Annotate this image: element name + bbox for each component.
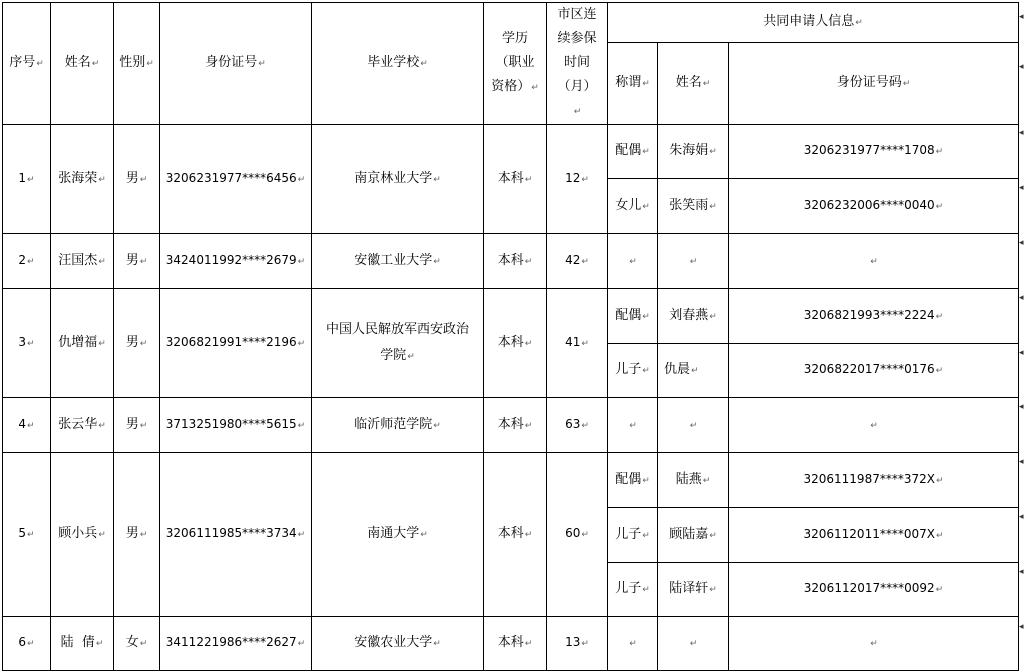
cell-relation: ↵ [608,234,658,289]
cell-relation: 女儿↵ [608,179,658,234]
cell-co-name: 陆燕↵ [658,453,729,508]
cell-gender: 男↵ [114,398,160,453]
row-end-marker: ◂ [1019,567,1024,577]
cell-school: 中国人民解放军西安政治学院↵ [312,289,484,398]
cell-co-id: 3206821993****2224↵ [729,289,1019,344]
cell-co-id: 3206232006****0040↵ [729,179,1019,234]
cell-education: 本科↵ [484,617,547,671]
header-co-id: 身份证号码↵ [729,43,1019,125]
cell-relation: 儿子↵ [608,344,658,398]
cell-months: 60↵ [547,453,608,617]
cell-gender: 男↵ [114,234,160,289]
cell-co-name: 陆译轩↵ [658,563,729,617]
cell-gender: 男↵ [114,289,160,398]
header-id: 身份证号↵ [160,3,312,125]
cell-co-name: 朱海娟↵ [658,125,729,179]
cell-relation: ↵ [608,398,658,453]
cell-school: 安徽工业大学↵ [312,234,484,289]
header-co-name: 姓名↵ [658,43,729,125]
cell-education: 本科↵ [484,289,547,398]
cell-id: 3411221986****2627↵ [160,617,312,671]
table-row [3,289,1019,344]
cell-co-id: 3206112017****0092↵ [729,563,1019,617]
cell-co-name: 顾陆嘉↵ [658,508,729,563]
header-gender: 性别↵ [114,3,160,125]
cell-relation: 配偶↵ [608,289,658,344]
cell-months: 41↵ [547,289,608,398]
header-months: 市区连续参保时间（月）↵ [547,3,608,125]
table-row [3,125,1019,179]
table-row [3,398,1019,453]
cell-gender: 男↵ [114,125,160,234]
header-co-applicants: 共同申请人信息↵ [608,3,1019,43]
cell-co-id: ↵ [729,617,1019,671]
cell-co-id: 3206822017****0176↵ [729,344,1019,398]
cell-seq: 2↵ [3,234,51,289]
cell-name: 陆 倩↵ [51,617,114,671]
table-row [3,617,1019,671]
header-seq: 序号↵ [3,3,51,125]
cell-seq: 6↵ [3,617,51,671]
cell-id: 3206111985****3734↵ [160,453,312,617]
cell-co-id: ↵ [729,398,1019,453]
cell-relation: 儿子↵ [608,563,658,617]
table-row [3,453,1019,508]
row-end-marker: ◂ [1019,512,1024,522]
cell-co-name: 刘春燕↵ [658,289,729,344]
row-end-marker: ◂ [1019,12,1024,22]
cell-id: 3206231977****6456↵ [160,125,312,234]
cell-education: 本科↵ [484,234,547,289]
row-end-marker: ◂ [1019,457,1024,467]
cell-co-name: ↵ [658,617,729,671]
row-end-marker: ◂ [1019,402,1024,412]
header-name: 姓名↵ [51,3,114,125]
cell-co-id: 3206111987****372X↵ [729,453,1019,508]
cell-co-name: 仇晨↵ [658,344,729,398]
row-end-marker: ◂ [1019,348,1024,358]
cell-co-name: 张笑雨↵ [658,179,729,234]
cell-seq: 3↵ [3,289,51,398]
applicant-table [2,2,1019,671]
cell-name: 汪国杰↵ [51,234,114,289]
cell-months: 42↵ [547,234,608,289]
row-end-marker: ◂ [1019,62,1024,72]
cell-name: 张云华↵ [51,398,114,453]
cell-name: 张海荣↵ [51,125,114,234]
cell-co-name: ↵ [658,234,729,289]
cell-months: 13↵ [547,617,608,671]
cell-gender: 男↵ [114,453,160,617]
cell-id: 3206821991****2196↵ [160,289,312,398]
cell-co-id: ↵ [729,234,1019,289]
row-end-marker: ◂ [1019,622,1024,632]
cell-education: 本科↵ [484,453,547,617]
header-relation: 称谓↵ [608,43,658,125]
cell-months: 63↵ [547,398,608,453]
cell-name: 顾小兵↵ [51,453,114,617]
cell-school: 临沂师范学院↵ [312,398,484,453]
cell-school: 南京林业大学↵ [312,125,484,234]
cell-months: 12↵ [547,125,608,234]
row-end-marker: ◂ [1019,128,1024,138]
cell-co-id: 3206231977****1708↵ [729,125,1019,179]
cell-relation: 配偶↵ [608,453,658,508]
cell-school: 安徽农业大学↵ [312,617,484,671]
cell-relation: 儿子↵ [608,508,658,563]
cell-gender: 女↵ [114,617,160,671]
cell-seq: 4↵ [3,398,51,453]
cell-education: 本科↵ [484,398,547,453]
cell-id: 3713251980****5615↵ [160,398,312,453]
header-school: 毕业学校↵ [312,3,484,125]
cell-school: 南通大学↵ [312,453,484,617]
table-row [3,234,1019,289]
cell-relation: 配偶↵ [608,125,658,179]
cell-name: 仇增福↵ [51,289,114,398]
cell-seq: 5↵ [3,453,51,617]
cell-education: 本科↵ [484,125,547,234]
cell-co-id: 3206112011****007X↵ [729,508,1019,563]
row-end-marker: ◂ [1019,293,1024,303]
cell-id: 3424011992****2679↵ [160,234,312,289]
row-end-marker: ◂ [1019,183,1024,193]
row-end-marker: ◂ [1019,238,1024,248]
cell-seq: 1↵ [3,125,51,234]
header-education: 学历（职业资格）↵ [484,3,547,125]
cell-co-name: ↵ [658,398,729,453]
cell-relation: ↵ [608,617,658,671]
